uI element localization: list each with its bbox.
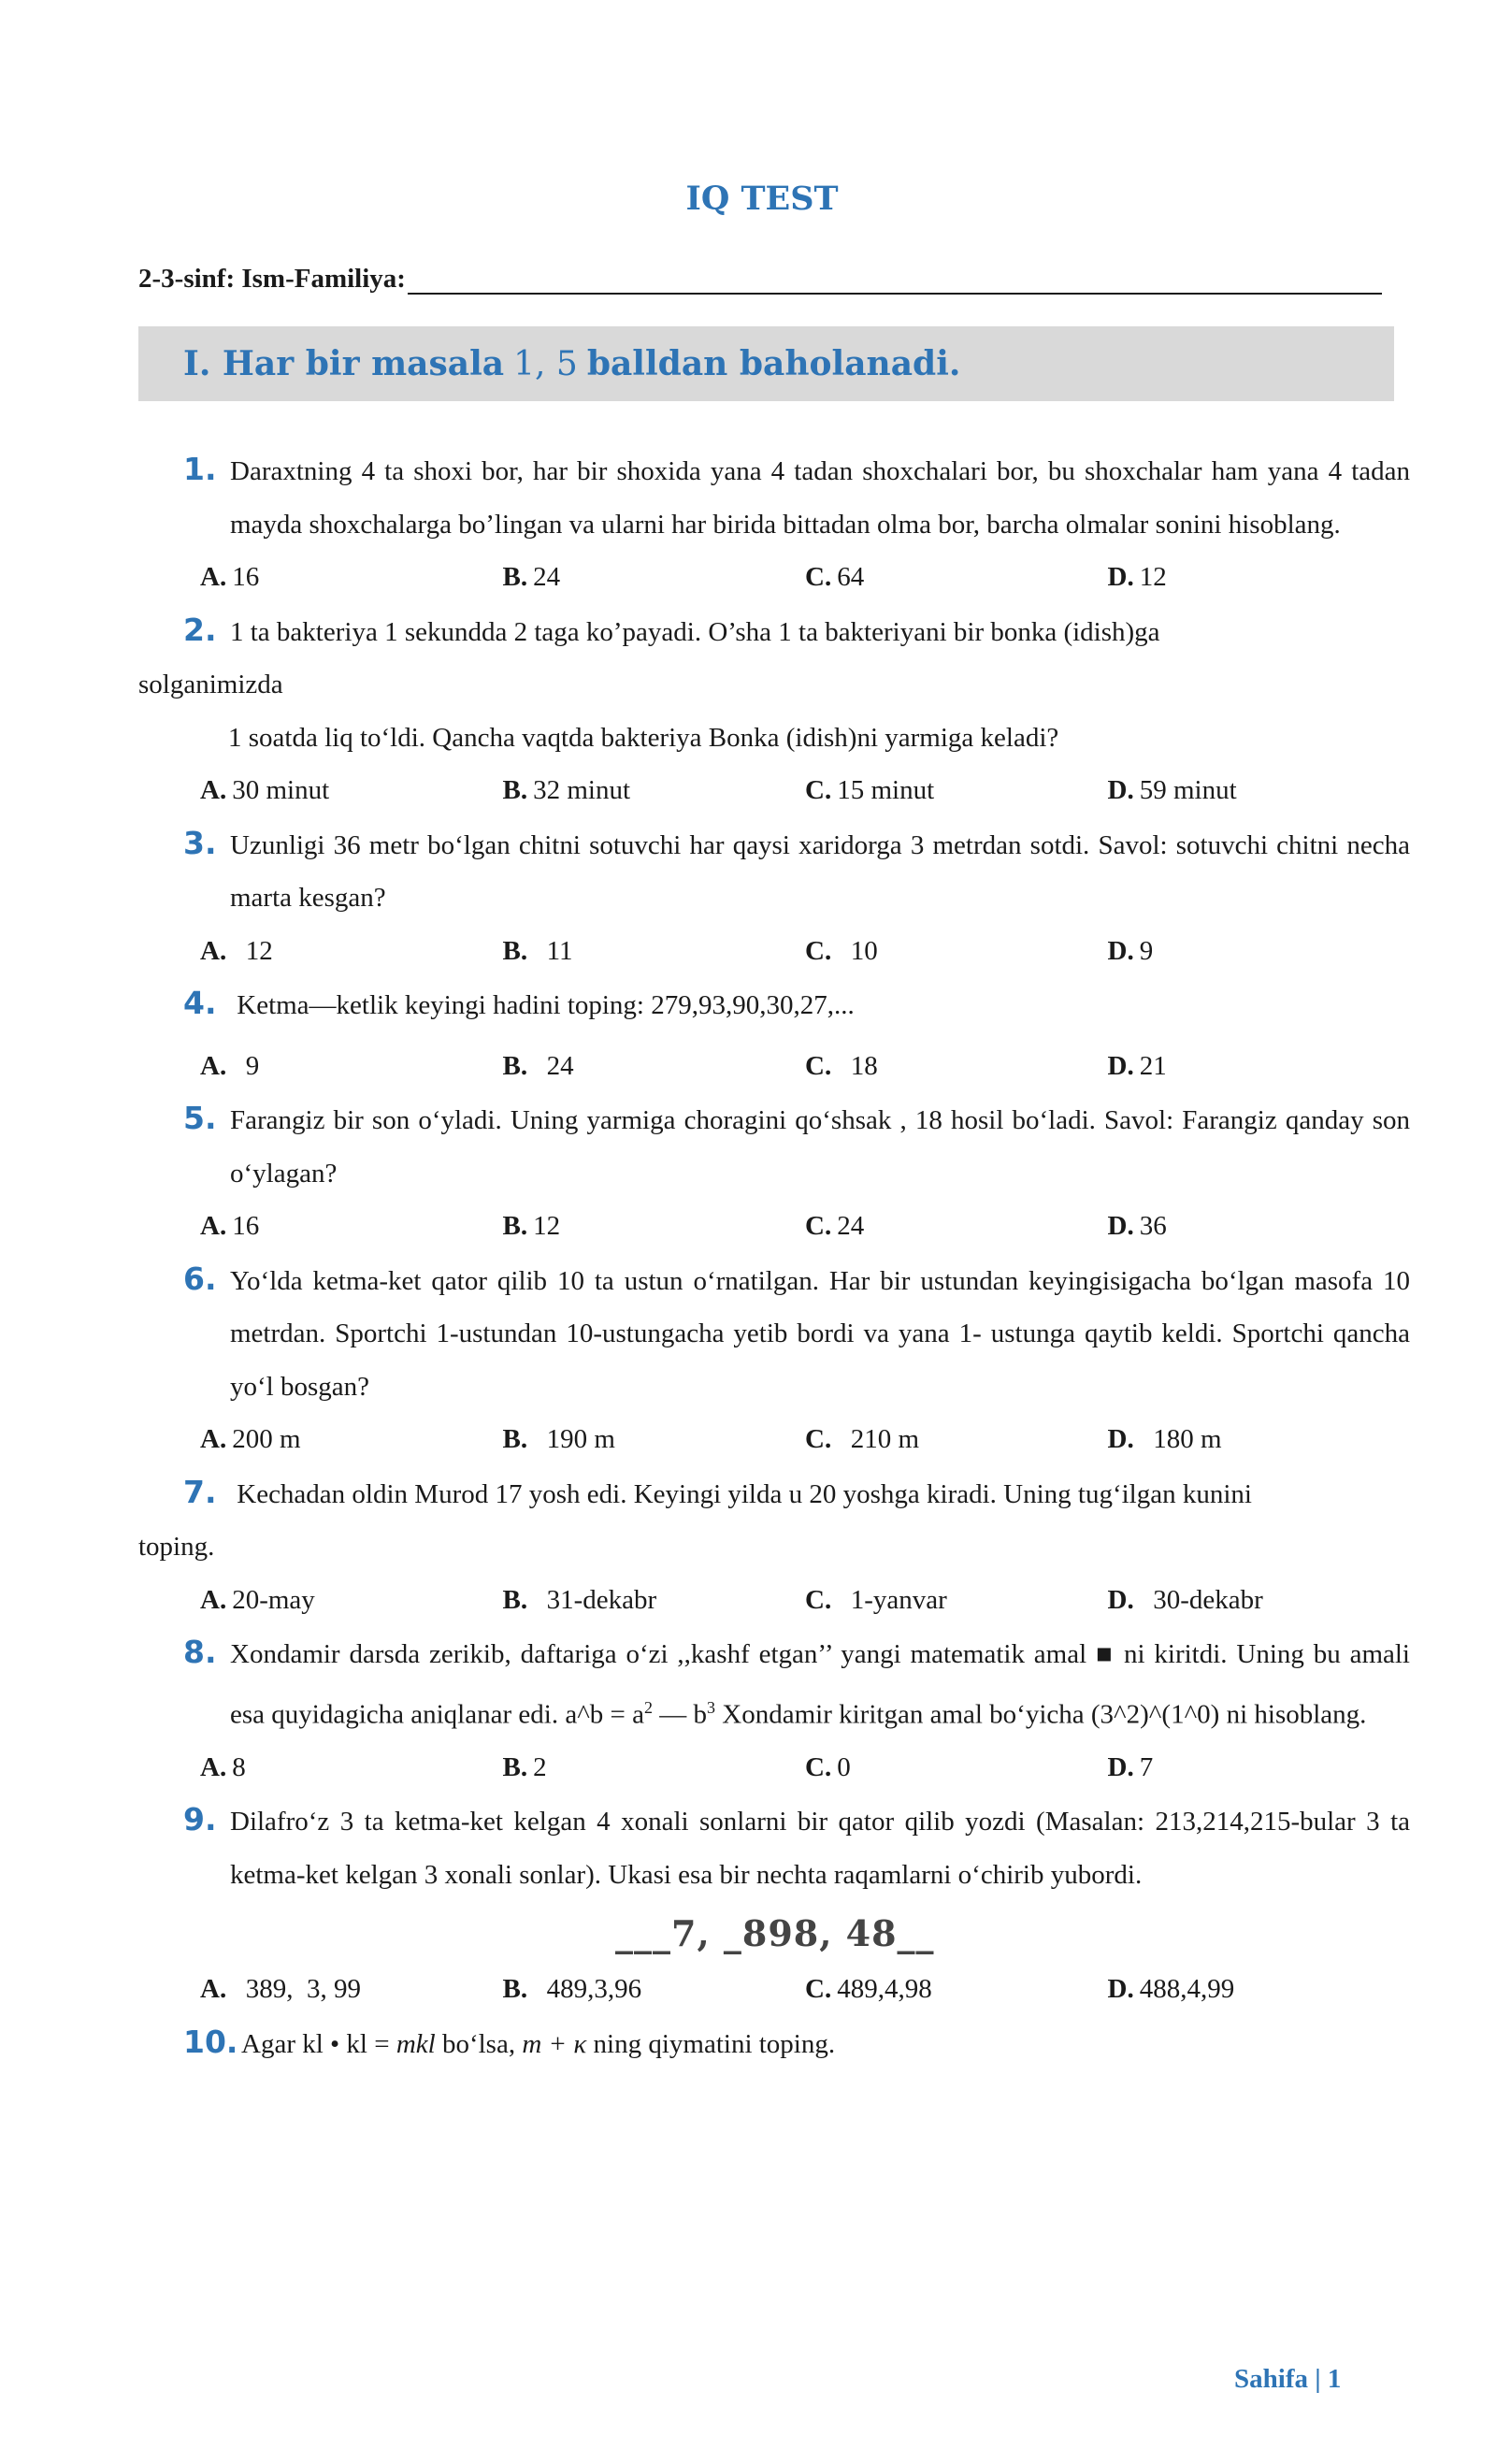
question-text: ning qiymatini toping. <box>586 2028 836 2059</box>
question-text: Yo‘lda ketma-ket qator qilib 10 ta ustun o‘rnatilgan. Har bir ustundan keyingisigacha bo‘lgan masofa 10 metrdan. Sportchi 1-ustundan 10-ustungacha yetib bordi va yana 1- ustunga qaytib keldi. Sportchi qancha yo‘l bosgan? <box>230 1265 1410 1402</box>
answer-options <box>200 1963 1410 2016</box>
question-number: 5. <box>183 1100 217 1136</box>
option-c: C. 0 <box>805 1751 851 1782</box>
option-c: C. 489,4,98 <box>805 1974 932 2005</box>
option-a: A. 200 m <box>200 1424 301 1454</box>
option-b: B. 190 m <box>502 1424 615 1454</box>
question-text: Ketma—ketlik keyingi hadini toping: 279,93,90,30,27,... <box>230 990 855 1020</box>
option-b: B. 24 <box>502 1050 574 1081</box>
question-6 <box>138 1253 1410 1466</box>
option-a: A. 12 <box>200 935 273 966</box>
question-number: 8. <box>183 1634 217 1670</box>
question-text-continued-2: 1 soatda liq to‘ldi. Qancha vaqtda bakteriya Bonka (idish)ni yarmiga keladi? <box>228 722 1059 753</box>
superscript: 2 <box>644 1697 654 1717</box>
question-number: 1. <box>183 451 217 487</box>
question-text: bo‘lsa, <box>435 2028 523 2059</box>
option-c: C. 210 m <box>805 1424 920 1454</box>
question-text: Farangiz bir son o‘yladi. Uning yarmiga choragini qo‘shsak , 18 hosil bo‘ladi. Savol: Farangiz qanday son o‘ylagan? <box>230 1105 1410 1189</box>
question-text: Dilafro‘z 3 ta ketma-ket kelgan 4 xonali sonlarni bir qator qilib yozdi (Masalan: 213,214,215-bular 3 ta ketma-ket kelgan 3 xonali sonlar). Ukasi esa bir nechta raqamlarni o‘chirib yubordi. <box>230 1807 1410 1890</box>
option-d: D. 9 <box>1107 935 1154 966</box>
question-text-continued: solganimizda <box>138 670 283 699</box>
question-text: Xondamir kiritgan amal bo‘yicha (3^2)^(1^0) ni hisoblang. <box>715 1699 1367 1730</box>
option-a: A. 20-may <box>200 1584 315 1615</box>
question-number: 4. <box>183 985 217 1021</box>
option-d: D. 36 <box>1107 1211 1167 1241</box>
answer-options <box>200 551 1410 604</box>
option-a: A. 30 minut <box>200 775 330 805</box>
question-number: 6. <box>183 1260 217 1297</box>
question-text: Agar kl • kl = <box>241 2028 396 2059</box>
question-2 <box>138 604 1410 817</box>
number-sequence-image <box>138 1907 1410 1961</box>
option-c: C. 1-yanvar <box>805 1584 947 1615</box>
question-text: Uzunligi 36 metr bo‘lgan chitni sotuvchi har qaysi xaridorga 3 metrdan sotdi. Savol: sotuvchi chitni necha marta kesgan? <box>230 829 1410 913</box>
question-text: — b <box>653 1699 708 1730</box>
question-number: 2. <box>183 611 217 648</box>
name-label: 2-3-sinf: Ism-Familiya: <box>138 264 406 294</box>
option-c: C. 18 <box>805 1050 878 1081</box>
option-d: D. 21 <box>1107 1050 1167 1081</box>
option-b: B. 2 <box>502 1751 547 1782</box>
option-c: C. 15 minut <box>805 775 935 805</box>
option-a: A. 16 <box>200 1211 260 1241</box>
answer-options <box>200 1413 1410 1466</box>
name-blank-line <box>408 270 1382 295</box>
question-3 <box>138 817 1410 978</box>
question-8 <box>138 1626 1410 1794</box>
question-text: Kechadan oldin Murod 17 yosh edi. Keyingi yilda u 20 yoshga kiradi. Uning tug‘ilgan kunini <box>230 1478 1252 1509</box>
question-number: 9. <box>183 1801 217 1838</box>
answer-options <box>200 1200 1410 1253</box>
answer-options <box>200 1741 1410 1794</box>
section-points: 1, 5 <box>513 344 578 383</box>
option-a: A. 16 <box>200 562 260 592</box>
questions-list <box>138 443 1410 2070</box>
option-b: B. 32 minut <box>502 775 631 805</box>
superscript: 3 <box>707 1697 716 1717</box>
name-field-line <box>138 264 1382 295</box>
question-text-italic: mkl <box>396 2028 436 2059</box>
question-text: Xondamir darsda zerikib, daftariga o‘zi ,,kashf etgan’’ yangi matematik amal ■ ni kiritdi. Uning bu amali esa quyidagicha aniqlanar edi. a^b = a <box>230 1639 1410 1730</box>
sequence-image-text: ___7, _898, 48__ <box>615 1911 935 1954</box>
page-footer: Sahifa | 1 <box>1234 2364 1342 2394</box>
question-9 <box>138 1794 1410 2016</box>
question-number: 3. <box>183 824 217 861</box>
question-number: 10. <box>183 2023 238 2060</box>
option-c: C. 24 <box>805 1211 865 1241</box>
option-b: B. 24 <box>502 562 561 592</box>
question-10 <box>138 2016 1410 2071</box>
option-a: A. 389, 3, 99 <box>200 1974 361 2005</box>
option-b: B. 11 <box>502 935 573 966</box>
answer-options <box>200 1574 1410 1627</box>
question-5 <box>138 1092 1410 1253</box>
option-d: D. 180 m <box>1107 1424 1222 1454</box>
option-d: D. 30-dekabr <box>1107 1584 1263 1615</box>
option-b: B. 31-dekabr <box>502 1584 657 1615</box>
option-b: B. 489,3,96 <box>502 1974 642 2005</box>
question-7 <box>138 1466 1410 1627</box>
answer-options <box>200 925 1410 978</box>
section-prefix: I. Har bir masala <box>183 344 505 383</box>
section-header <box>138 326 1394 401</box>
option-d: D. 7 <box>1107 1751 1154 1782</box>
answer-options <box>200 764 1410 817</box>
page-title: IQ TEST <box>685 180 839 218</box>
option-d: D. 488,4,99 <box>1107 1974 1235 2005</box>
answer-options <box>200 1040 1410 1093</box>
question-text: Daraxtning 4 ta shoxi bor, har bir shoxida yana 4 tadan shoxchalari bor, bu shoxchalar ham yana 4 tadan mayda shoxchalarga bo’lingan va ularni har birida bittadan olma bor, barcha olmalar sonini hisoblang. <box>230 456 1410 540</box>
question-4 <box>138 977 1410 1092</box>
option-a: A. 9 <box>200 1050 260 1081</box>
option-d: D. 12 <box>1107 562 1167 592</box>
question-text-italic: m + κ <box>522 2028 587 2059</box>
option-d: D. 59 minut <box>1107 775 1237 805</box>
question-1 <box>138 443 1410 604</box>
option-c: C. 10 <box>805 935 878 966</box>
option-c: C. 64 <box>805 562 865 592</box>
option-b: B. 12 <box>502 1211 561 1241</box>
section-suffix: balldan baholanadi. <box>586 344 961 383</box>
question-number: 7. <box>183 1473 217 1510</box>
question-text: 1 ta bakteriya 1 sekundda 2 taga ko’payadi. O’sha 1 ta bakteriyani bir bonka (idish)ga <box>230 616 1160 647</box>
option-a: A. 8 <box>200 1751 246 1782</box>
question-text-continued: toping. <box>138 1532 215 1562</box>
